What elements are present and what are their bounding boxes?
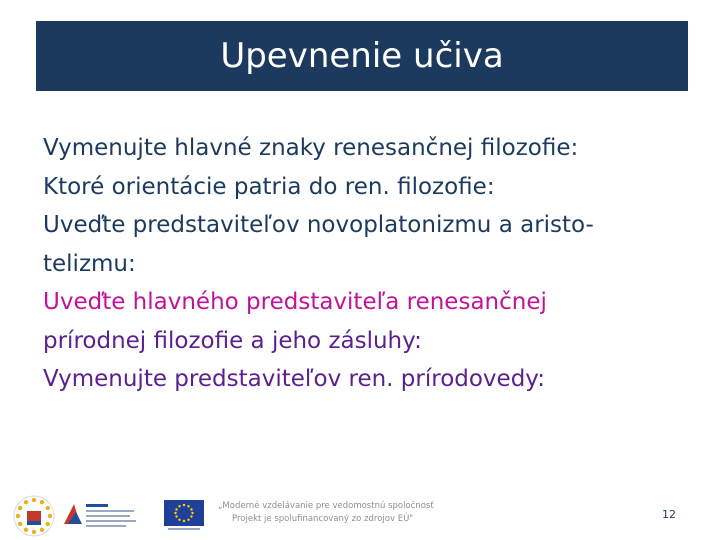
question-line-1: Vymenujte hlavné znaky renesančnej filozofie: xyxy=(43,135,579,161)
page-number: 12 xyxy=(662,508,676,521)
question-line-4-continued: prírodnej filozofie a jeho zásluhy: xyxy=(43,327,422,354)
question-line-2: Ktoré orientácie patria do ren. filozofie: xyxy=(43,173,495,200)
question-line-5: Vymenujte predstaviteľov ren. prírodovedy: xyxy=(43,366,545,392)
footer-caption xyxy=(218,500,448,526)
eu-emblem-logo xyxy=(12,494,56,538)
question-line-4: Uveďte hlavného predstaviteľa renesančnej xyxy=(43,289,547,315)
footer-caption-line-2: Projekt je spolufinancovaný zo zdrojov EÚ" xyxy=(232,514,414,524)
footer-caption-line-1: „Moderné vzdelávanie pre vedomostnú spoločnosť xyxy=(218,501,434,511)
slide-title-bar xyxy=(36,21,688,91)
question-line-3-continued: telizmu: xyxy=(43,250,136,277)
slide-footer xyxy=(0,490,720,540)
question-line-3: Uveďte predstaviteľov novoplatonizmu a aristo- xyxy=(43,212,594,238)
agency-logo xyxy=(62,498,170,534)
slide-title: Upevnenie učiva xyxy=(220,36,504,76)
eu-flag-logo xyxy=(160,498,210,532)
slide-content xyxy=(43,129,703,399)
